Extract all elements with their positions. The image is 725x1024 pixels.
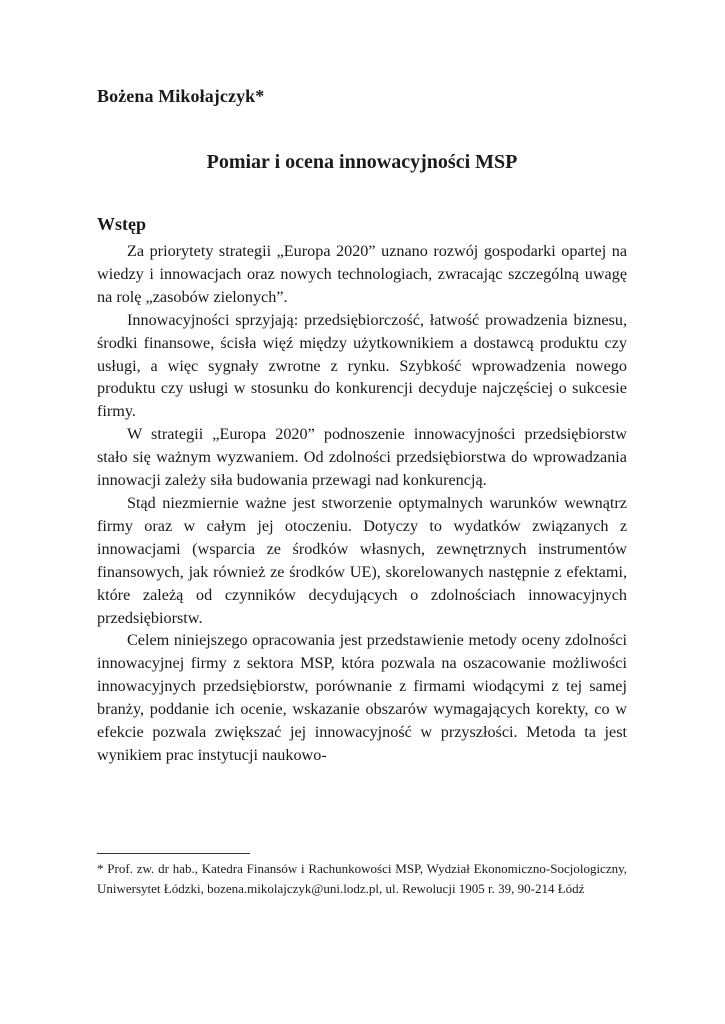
paragraph: Celem niniejszego opracowania jest przedstawienie metody oceny zdolności innowacyjnej firmy z sektora MSP, która pozwala na oszacowanie możliwości innowacyjnych przedsiębiorstw, porównanie z firmami wiodącymi z tej samej branży, poddanie ich ocenie, wskazanie obszarów wymagających korekty, co w efekcie pozwala zwiększać jej innowacyjność w przyszłości. Metoda ta jest wynikiem prac instytucji naukowo-	[97, 631, 627, 764]
paragraph: Za priorytety strategii „Europa 2020” uznano rozwój gospodarki opartej na wiedzy i innowacjach oraz nowych technologiach, zwracając szczególną uwagę na rolę „zasobów zielonych”.	[97, 242, 627, 306]
paper-title: Pomiar i ocena innowacyjności MSP	[206, 151, 518, 173]
author-name: Bożena Mikołajczyk*	[97, 86, 265, 106]
paragraph: Stąd niezmiernie ważne jest stworzenie optymalnych warunków wewnątrz firmy oraz w całym jej otoczeniu. Dotyczy to wydatków związanych z innowacjami (wsparcia ze środków własnych, zewnętrznych instrumentów finansowych, jak również ze środków UE), skorelowanych następnie z efektami, które zależą od czynników decydujących o zdolnościach innowacyjnych przedsiębiorstw.	[97, 493, 627, 627]
body-text	[97, 240, 627, 767]
paragraph: W strategii „Europa 2020” podnoszenie innowacyjności przedsiębiorstw stało się ważnym wyzwaniem. Od zdolności przedsiębiorstwa do wprowadzania innowacji zależy siła budowania przewagi nad konkurencją.	[97, 425, 627, 490]
paragraph: Innowacyjności sprzyjają: przedsiębiorczość, łatwość prowadzenia biznesu, środki finansowe, ścisła więź między użytkownikiem a dostawcą produktu czy usługi, a więc sygnały zwrotne z rynku. Szybkość wprowadzenia nowego produktu czy usługi w stosunku do konkurencji decyduje najczęściej o sukcesie firmy.	[97, 310, 627, 421]
section-heading-introduction: Wstęp	[97, 214, 146, 234]
footnote: * Prof. zw. dr hab., Katedra Finansów i Rachunkowości MSP, Wydział Ekonomiczno-Socjologiczny, Uniwersytet Łódzki, bozena.mikolajczyk@uni.lodz.pl, ul. Rewolucji 1905 r. 39, 90-214 Łódź	[97, 861, 627, 896]
footnote-separator	[97, 853, 250, 854]
